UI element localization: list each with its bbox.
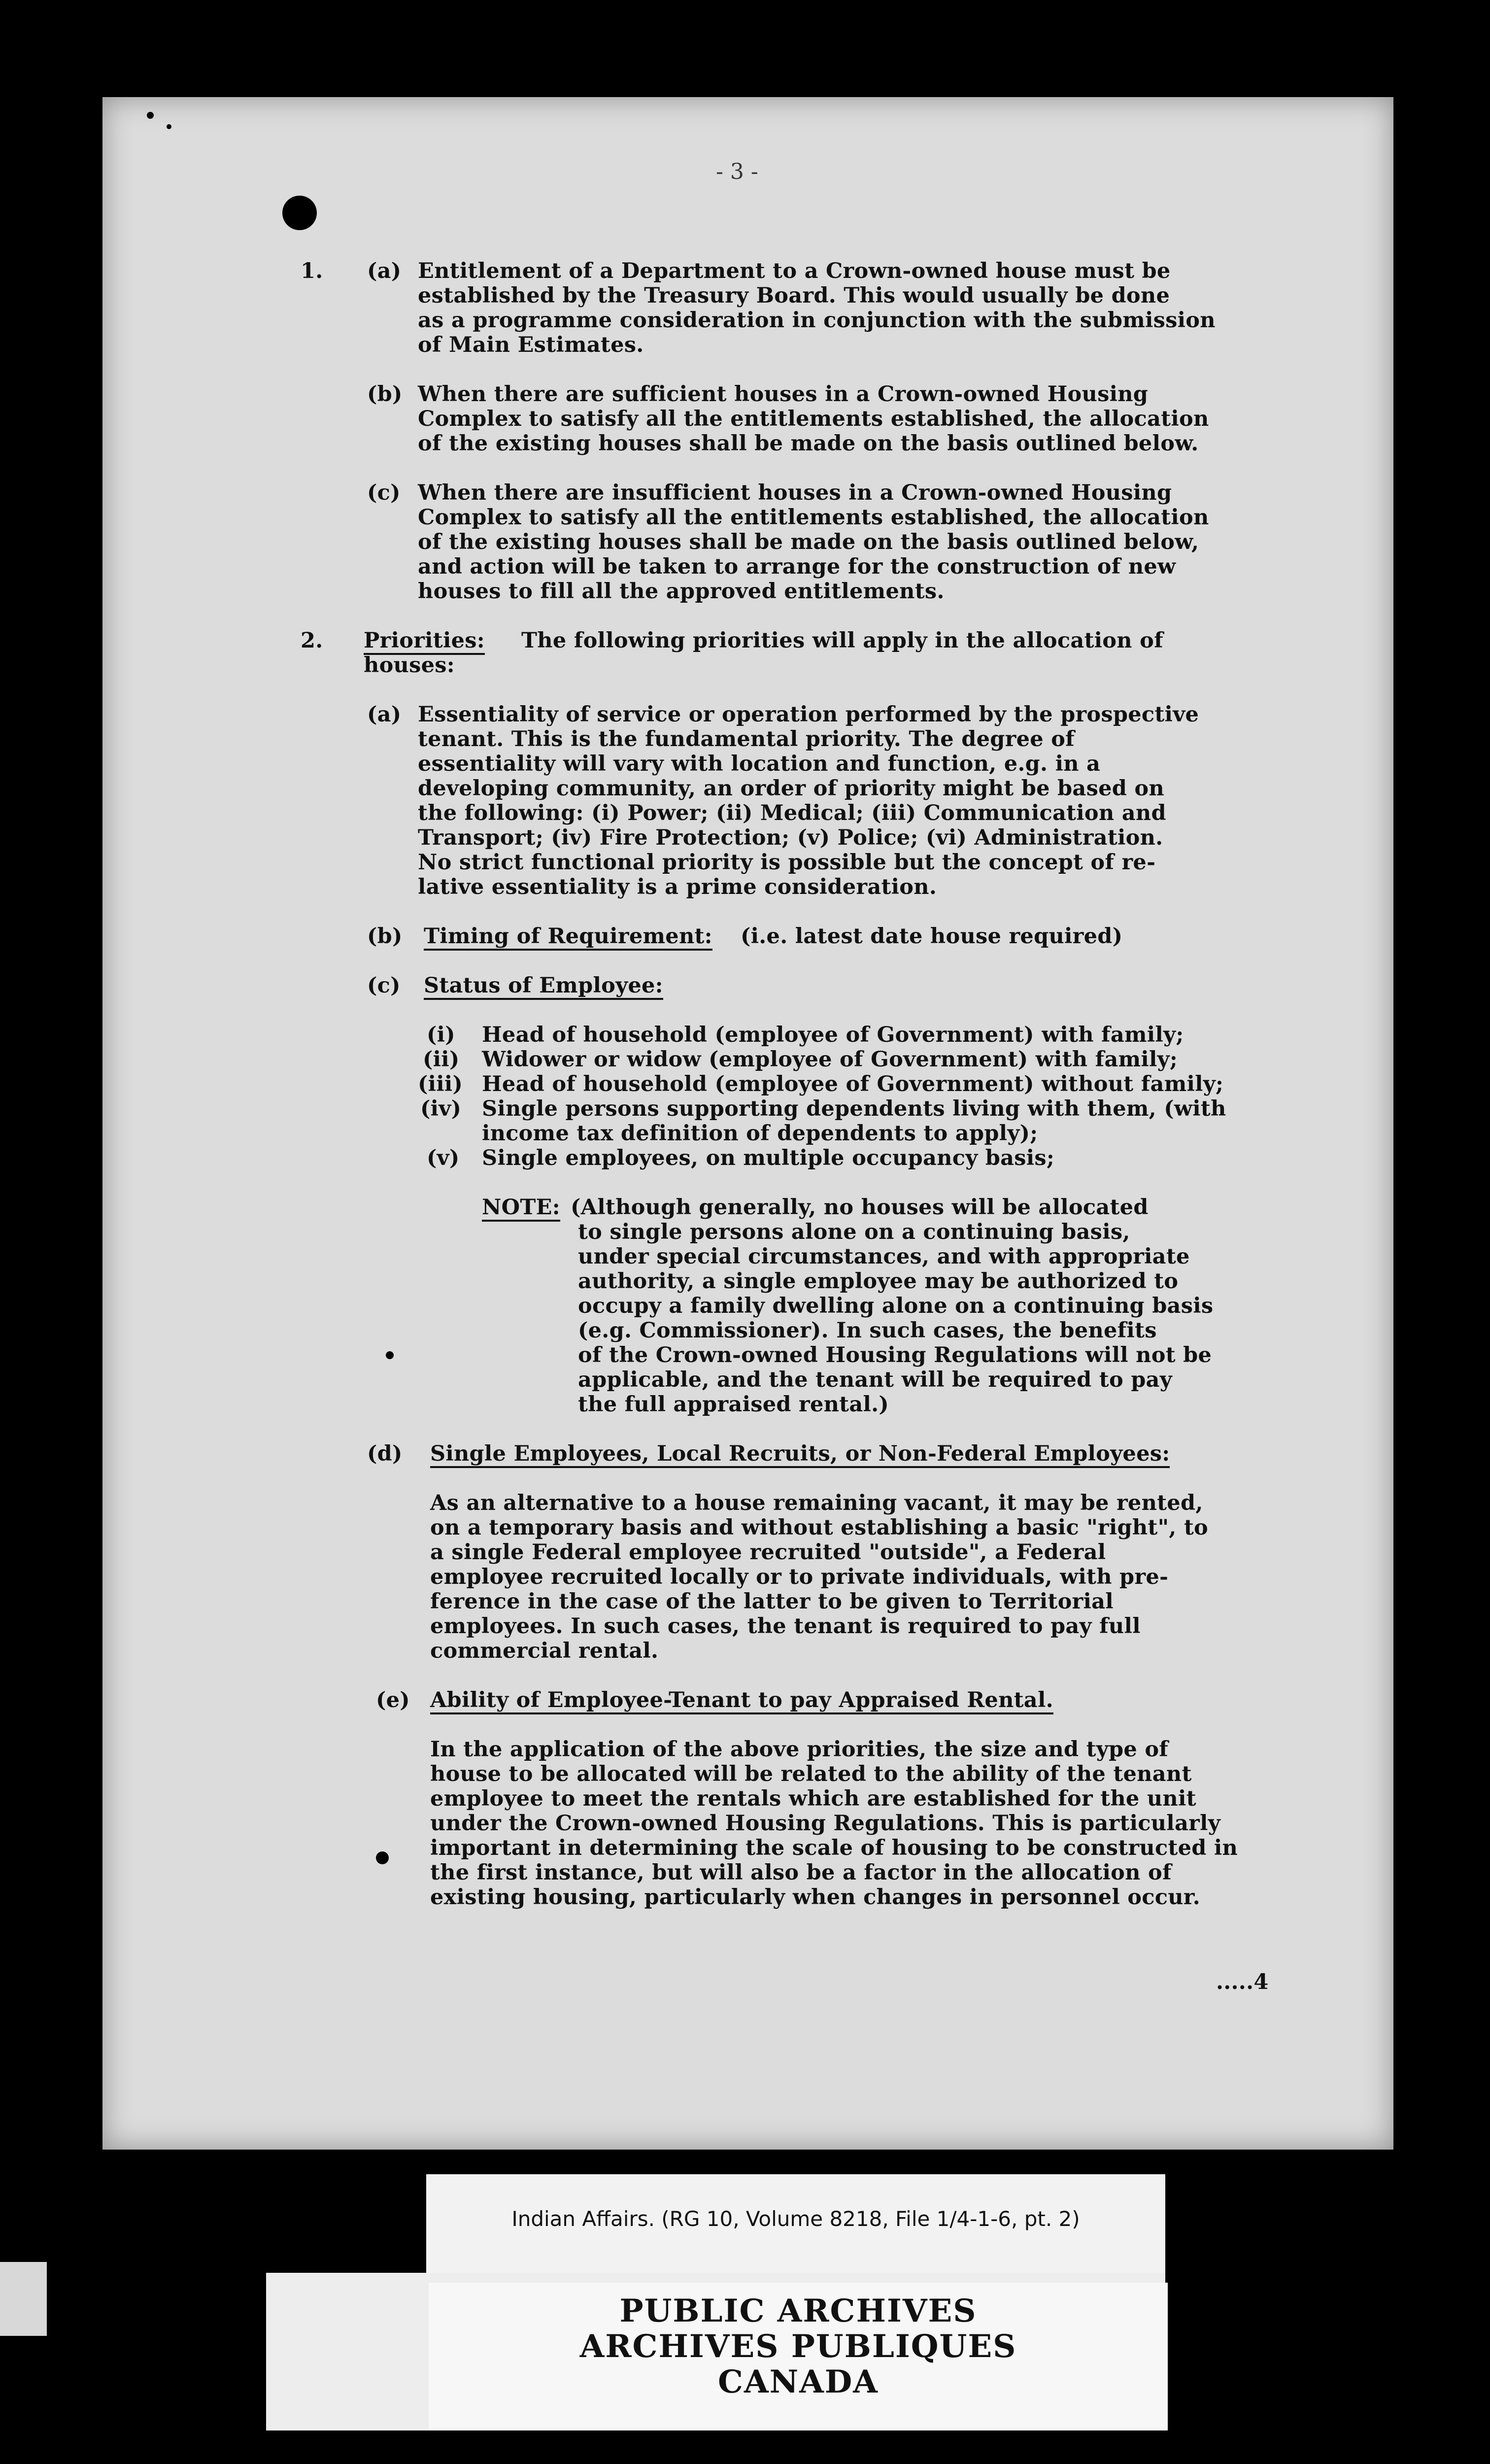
item-2a-line: developing community, an order of priority might be based on (418, 776, 1164, 801)
note-line: applicable, and the tenant will be required to pay (578, 1368, 1173, 1392)
status-item-text: Head of household (employee of Government) with family; (482, 1023, 1184, 1047)
section-2-intro: The following priorities will apply in the allocation of (521, 628, 1163, 653)
archive-stamp (429, 2283, 1168, 2430)
item-1c-line: When there are insufficient houses in a Crown-owned Housing (418, 480, 1172, 505)
item-1a-line: Entitlement of a Department to a Crown-owned house must be (418, 259, 1171, 283)
note-line: under special circumstances, and with appropriate (578, 1244, 1190, 1269)
item-2a-line: essentiality will vary with location and function, e.g. in a (418, 752, 1101, 776)
item-2d-line: on a temporary basis and without establishing a basic "right", to (430, 1515, 1208, 1540)
status-item-text: Head of household (employee of Government) without family; (482, 1072, 1224, 1096)
item-1c-line: of the existing houses shall be made on the basis outlined below, (418, 530, 1199, 554)
page-continuation: .....4 (1216, 1970, 1269, 1994)
item-2d-line: ference in the case of the latter to be given to Territorial (430, 1589, 1114, 1614)
note-line: of the Crown-owned Housing Regulations will not be (578, 1343, 1212, 1368)
item-2e-line: employee to meet the rentals which are established for the unit (430, 1786, 1196, 1811)
item-2a-line: lative essentiality is a prime consideration. (418, 875, 937, 899)
item-1c-line: houses to fill all the approved entitlements. (418, 579, 945, 604)
stamp-line-french: ARCHIVES PUBLIQUES (579, 2328, 1017, 2365)
note-line: occupy a family dwelling alone on a continuing basis (578, 1294, 1214, 1318)
item-2c-label: (c) (367, 973, 401, 998)
item-2a-line: No strict functional priority is possible but the concept of re- (418, 850, 1156, 875)
item-1a-label: (a) (367, 259, 402, 283)
item-2e-heading: Ability of Employee-Tenant to pay Appraised Rental. (430, 1688, 1053, 1714)
item-2e-line: under the Crown-owned Housing Regulations. This is particularly (430, 1811, 1220, 1836)
section-2-heading: Priorities: (364, 628, 485, 655)
note-line: (e.g. Commissioner). In such cases, the benefits (578, 1318, 1157, 1343)
item-2e-label: (e) (376, 1688, 410, 1712)
archive-stamp-strip (266, 2273, 1165, 2430)
item-1a-line: established by the Treasury Board. This would usually be done (418, 283, 1170, 308)
item-2d-line: employees. In such cases, the tenant is required to pay full (430, 1614, 1141, 1639)
stamp-line-english: PUBLIC ARCHIVES (619, 2293, 977, 2329)
item-2d-label: (d) (367, 1441, 403, 1466)
item-2a-line: Transport; (iv) Fire Protection; (v) Police; (vi) Administration. (418, 825, 1163, 850)
item-2b-heading: Timing of Requirement: (424, 924, 712, 951)
note-line: authority, a single employee may be authorized to (578, 1269, 1179, 1294)
item-1c-line: Complex to satisfy all the entitlements established, the allocation (418, 505, 1209, 530)
ink-speck (147, 112, 154, 119)
stamp-line-country: CANADA (718, 2363, 879, 2400)
note-line: (Although generally, no houses will be allocated (571, 1195, 1149, 1220)
ink-speck (376, 1851, 389, 1864)
ink-speck (386, 1351, 394, 1359)
item-1b-line: of the existing houses shall be made on the basis outlined below. (418, 431, 1199, 456)
status-item-text: Widower or widow (employee of Government) with family; (482, 1047, 1178, 1072)
item-1c-label: (c) (367, 480, 401, 505)
item-2d-line: employee recruited locally or to private individuals, with pre- (430, 1565, 1169, 1589)
page-number: - 3 - (716, 159, 758, 184)
item-2e-line: In the application of the above priorities, the size and type of (430, 1737, 1169, 1762)
item-2e-line: important in determining the scale of housing to be constructed in (430, 1836, 1238, 1860)
item-2e-line: the first instance, but will also be a factor in the allocation of (430, 1860, 1172, 1885)
item-2d-heading: Single Employees, Local Recruits, or Non-Federal Employees: (430, 1441, 1170, 1468)
item-2b-label: (b) (367, 924, 403, 949)
ink-speck (167, 124, 171, 129)
section-2-intro-line2: houses: (364, 653, 455, 678)
status-item-text: Single persons supporting dependents living with them, (with (482, 1096, 1226, 1121)
item-2e-line: existing housing, particularly when changes in personnel occur. (430, 1885, 1201, 1910)
archive-reference-text: Indian Affairs. (RG 10, Volume 8218, File 1/4-1-6, pt. 2) (511, 2207, 1080, 2231)
section-1-number: 1. (301, 259, 323, 283)
item-2d-line: a single Federal employee recruited "outside", a Federal (430, 1540, 1106, 1565)
archive-reference-label (426, 2174, 1165, 2273)
note-line: to single persons alone on a continuing basis, (578, 1220, 1130, 1244)
status-item-text: Single employees, on multiple occupancy basis; (482, 1146, 1055, 1170)
document-page (102, 97, 1393, 2150)
item-2d-line: As an alternative to a house remaining vacant, it may be rented, (430, 1491, 1203, 1515)
note-label: NOTE: (482, 1195, 560, 1222)
status-item-number: (i) (427, 1023, 455, 1047)
item-1b-line: When there are sufficient houses in a Crown-owned Housing (418, 382, 1149, 407)
status-item-number: (iv) (420, 1096, 462, 1121)
item-2b-rest: (i.e. latest date house required) (741, 924, 1123, 949)
punch-hole-mark (282, 196, 317, 230)
status-item-number: (ii) (423, 1047, 460, 1072)
status-item-number: (iii) (418, 1072, 463, 1096)
item-1a-line: as a programme consideration in conjunction with the submission (418, 308, 1216, 333)
section-2-number: 2. (301, 628, 323, 653)
note-line: the full appraised rental.) (578, 1392, 889, 1417)
item-2e-line: house to be allocated will be related to the ability of the tenant (430, 1762, 1192, 1786)
film-edge-tab (0, 2262, 47, 2336)
status-item-text: income tax definition of dependents to apply); (482, 1121, 1038, 1146)
item-2a-line: the following: (i) Power; (ii) Medical; (iii) Communication and (418, 801, 1166, 825)
item-2a-label: (a) (367, 702, 402, 727)
item-2c-heading: Status of Employee: (424, 973, 663, 1000)
status-item-number: (v) (427, 1146, 460, 1170)
item-1c-line: and action will be taken to arrange for the construction of new (418, 554, 1176, 579)
item-2a-line: tenant. This is the fundamental priority. The degree of (418, 727, 1075, 752)
item-2d-line: commercial rental. (430, 1639, 659, 1663)
item-1a-line: of Main Estimates. (418, 333, 644, 357)
item-2a-line: Essentiality of service or operation performed by the prospective (418, 702, 1199, 727)
item-1b-label: (b) (367, 382, 403, 407)
item-1b-line: Complex to satisfy all the entitlements established, the allocation (418, 407, 1209, 431)
